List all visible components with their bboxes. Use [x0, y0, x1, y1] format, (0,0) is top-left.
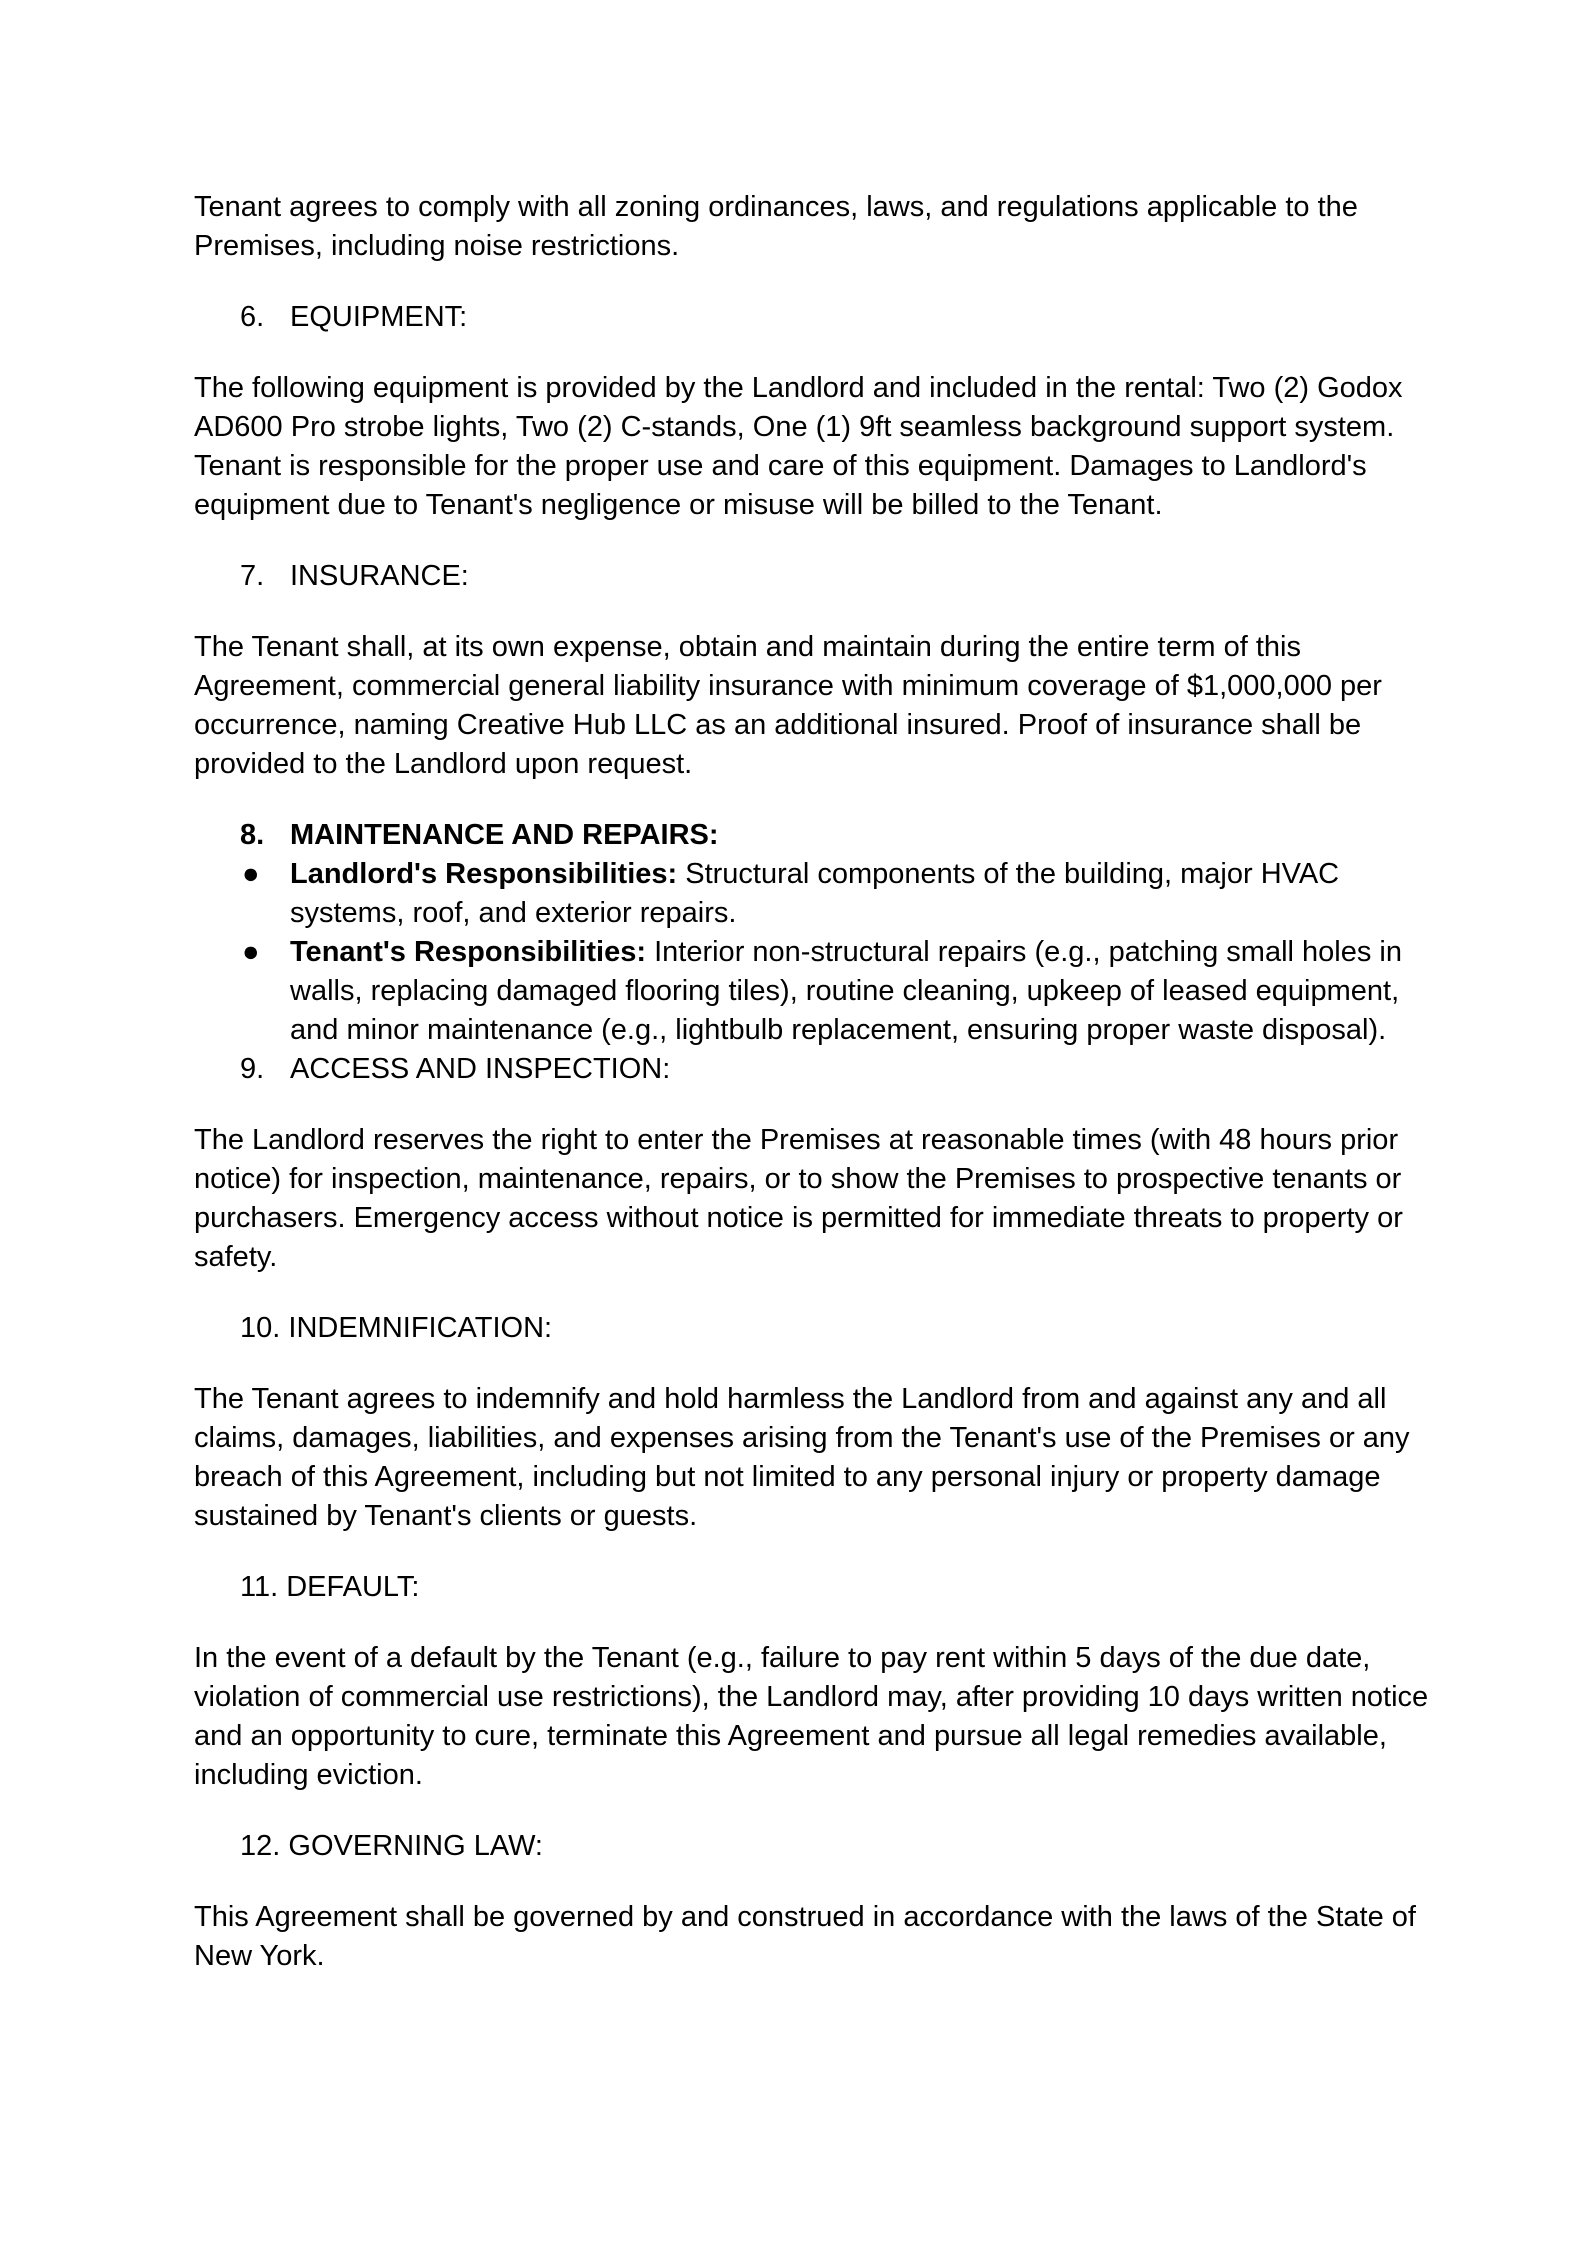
list-item-text: Interior non-structural repairs (e.g., patching small holes in walls, replacing damaged flooring tiles), routine cleaning, upkeep of leased equipment, and minor maintenance (e.g., lightbulb replacement, ensuring proper waste disposal). [290, 936, 1402, 1046]
section-10-heading [194, 1309, 1434, 1348]
section-title: MAINTENANCE AND REPAIRS: [290, 819, 719, 851]
section-title: INDEMNIFICATION: [288, 1312, 553, 1344]
section-11-heading [194, 1568, 1434, 1607]
section-12-body: This Agreement shall be governed by and construed in accordance with the laws of the State of New York. [194, 1901, 1416, 1972]
list-item-label: Landlord's Responsibilities: [290, 858, 678, 890]
section-title: EQUIPMENT: [290, 301, 468, 333]
section-number: 6. [240, 301, 265, 333]
maintenance-list [194, 855, 1434, 1050]
section-number: 7. [240, 560, 265, 592]
section-title: ACCESS AND INSPECTION: [290, 1053, 671, 1085]
section-11-body: In the event of a default by the Tenant (e.g., failure to pay rent within 5 days of the due date, violation of commercial use restrictions), the Landlord may, after providing 10 days written notice and an opportunity to cure, terminate this Agreement and pursue all legal remedies available, including eviction. [194, 1642, 1429, 1791]
section-6-heading [194, 298, 1434, 337]
section-12-heading [194, 1827, 1434, 1866]
list-item-text: Structural components of the building, major HVAC systems, roof, and exterior repairs. [290, 858, 1340, 929]
section-number: 12. [240, 1830, 281, 1862]
list-item [194, 855, 1434, 933]
section-title: INSURANCE: [290, 560, 469, 592]
bullet-icon: ● [242, 858, 260, 890]
section-number: 11. [240, 1571, 279, 1603]
section-number: 9. [240, 1053, 265, 1085]
intro-paragraph: Tenant agrees to comply with all zoning ordinances, laws, and regulations applicable to the Premises, including noise restrictions. [194, 191, 1358, 262]
list-item-label: Tenant's Responsibilities: [290, 936, 647, 968]
section-number: 8. [240, 819, 265, 851]
section-7-body: The Tenant shall, at its own expense, obtain and maintain during the entire term of this Agreement, commercial general liability insurance with minimum coverage of $1,000,000 per occurrence, naming Creative Hub LLC as an additional insured. Proof of insurance shall be provided to the Landlord upon request. [194, 631, 1382, 780]
section-7-heading [194, 557, 1434, 596]
section-8-heading [194, 816, 1434, 855]
section-10-body: The Tenant agrees to indemnify and hold harmless the Landlord from and against any and all claims, damages, liabilities, and expenses arising from the Tenant's use of the Premises or any breach of this Agreement, including but not limited to any personal injury or property damage sustained by Tenant's clients or guests. [194, 1383, 1410, 1532]
section-title: GOVERNING LAW: [288, 1830, 543, 1862]
document-page [194, 188, 1434, 1976]
section-9-body: The Landlord reserves the right to enter the Premises at reasonable times (with 48 hours prior notice) for inspection, maintenance, repairs, or to show the Premises to prospective tenants or purchasers. Emergency access without notice is permitted for immediate threats to property or safety. [194, 1124, 1403, 1273]
section-9-heading [194, 1050, 1434, 1089]
section-title: DEFAULT: [286, 1571, 420, 1603]
section-6-body: The following equipment is provided by the Landlord and included in the rental: Two (2) Godox AD600 Pro strobe lights, Two (2) C-stands, One (1) 9ft seamless background support system. Tenant is responsible for the proper use and care of this equipment. Damages to Landlord's equipment due to Tenant's negligence or misuse will be billed to the Tenant. [194, 372, 1403, 521]
list-item [194, 933, 1434, 1050]
section-number: 10. [240, 1312, 281, 1344]
bullet-icon: ● [242, 936, 260, 968]
